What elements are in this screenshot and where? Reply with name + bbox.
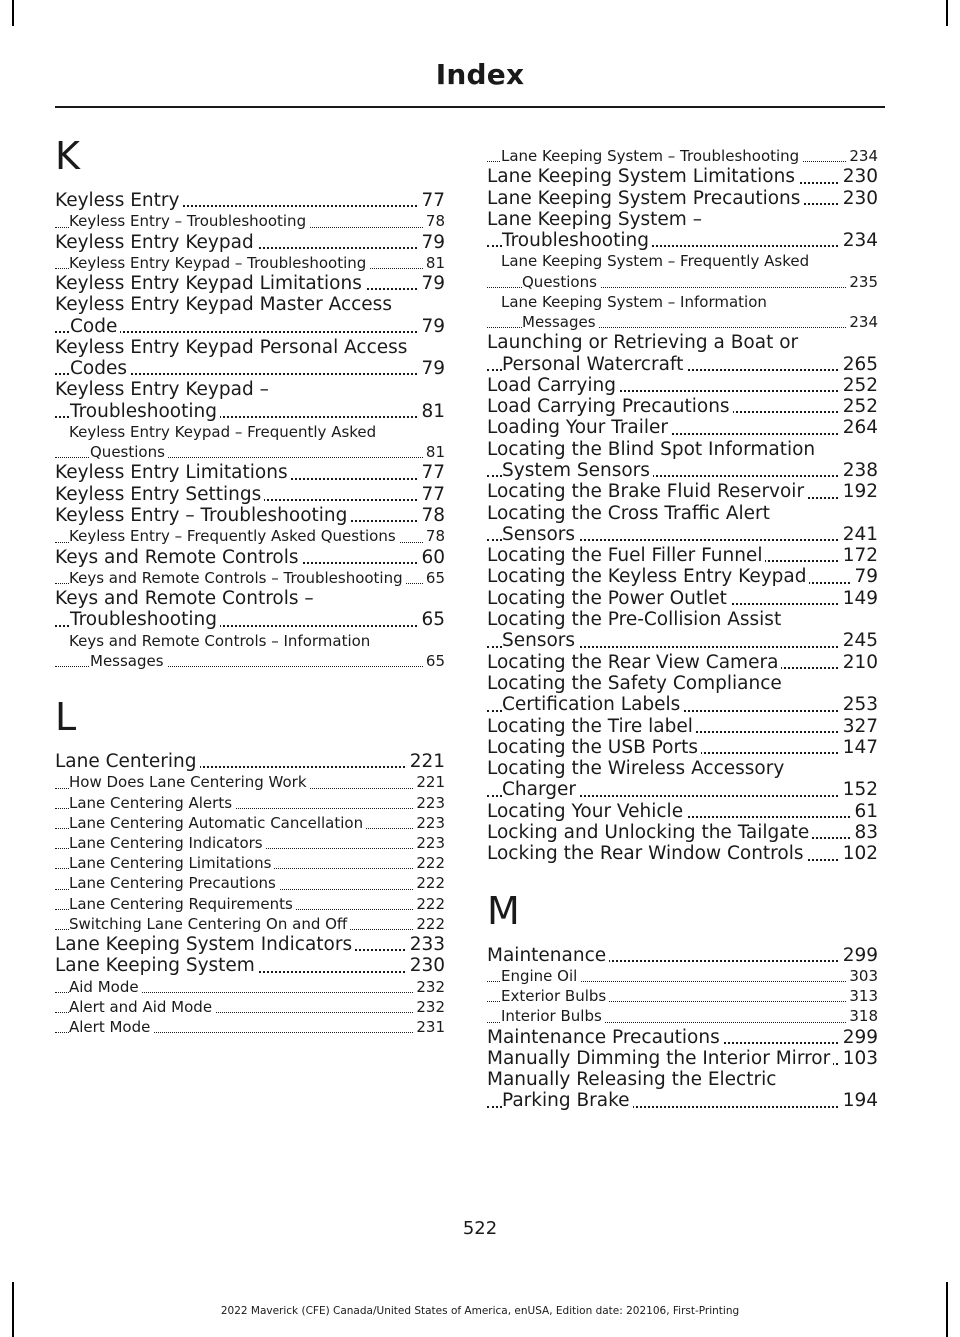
entry-page-number: 252 [840,375,878,396]
entry-text: Locating the Pre-Collision Assist Sensors [487,609,782,652]
index-entry[interactable] [55,547,445,568]
index-subentry[interactable] [55,793,445,813]
index-subentry[interactable] [55,813,445,833]
index-entry[interactable] [55,505,445,526]
index-entry[interactable] [487,801,878,822]
entry-page-number: 313 [846,986,878,1006]
index-subentry[interactable] [55,873,445,893]
index-entry[interactable] [487,758,878,801]
entry-page-number: 78 [423,211,445,231]
entry-page-number: 79 [418,273,445,294]
entry-text: Lane Keeping System [55,955,258,976]
index-entry[interactable] [487,503,878,546]
entry-page-number: 327 [840,716,878,737]
index-subentry[interactable] [487,966,878,986]
entry-page-number: 299 [840,1027,878,1048]
entry-text: Lane Keeping System Limitations [487,166,798,187]
index-letter-heading: K [55,134,80,178]
entry-page-number: 79 [851,566,878,587]
entry-page-number: 65 [423,568,445,588]
entry-page-number: 78 [418,505,445,526]
entry-page-number: 265 [840,354,878,375]
entry-text: Locating the Cross Traffic Alert Sensors [487,502,770,545]
index-entry[interactable] [55,190,445,211]
entry-page-number: 77 [418,484,445,505]
index-subentry[interactable] [55,211,445,231]
entry-text: Keyless Entry [55,190,182,211]
entry-text: Locking and Unlocking the Tailgate [487,822,812,843]
entry-text: Locating the Rear View Camera [487,652,781,673]
index-subentry[interactable] [55,526,445,546]
entry-text: Locating the Wireless Accessory Charger [487,758,785,801]
index-entry[interactable] [487,375,878,396]
entry-text: Keys and Remote Controls [55,547,302,568]
entry-text: Lane Centering Requirements [69,895,296,913]
index-column-right [487,112,878,1112]
entry-text: Keyless Entry Keypad Personal Access Codes [55,336,408,380]
entry-page-number: 81 [423,253,445,273]
entry-page-number: 65 [418,609,445,630]
entry-text: Keys and Remote Controls – Troubleshooting [69,569,406,587]
entry-page-number: 77 [418,462,445,483]
index-entry[interactable] [487,209,878,252]
entry-text: Lane Centering Indicators [69,834,266,852]
entry-text: Switching Lane Centering On and Off [69,915,350,933]
index-entry[interactable] [55,955,445,976]
entry-text: Keyless Entry Settings [55,484,264,505]
entry-page-number: 235 [846,272,878,292]
index-entry[interactable] [55,588,445,631]
index-subentry[interactable] [55,772,445,792]
entry-text: Keyless Entry Keypad – Troubleshooting [55,379,269,422]
entry-page-number: 232 [413,997,445,1017]
entry-text: Maintenance Precautions [487,1027,723,1048]
entry-text: Locating the Brake Fluid Reservoir [487,481,807,502]
index-entry[interactable] [487,481,878,502]
index-entry[interactable] [487,945,878,966]
index-subentry[interactable] [487,986,878,1006]
entry-page-number: 194 [840,1090,878,1111]
entry-text: Lane Centering Limitations [69,854,274,872]
entry-text: Locating the Power Outlet [487,588,730,609]
index-entry[interactable] [487,566,878,587]
index-letter-heading: L [55,695,77,740]
entry-page-number: 103 [840,1048,878,1069]
index-column-left [55,112,445,1037]
entry-page-number: 222 [413,914,445,934]
index-entry[interactable] [487,609,878,652]
entry-text: Keyless Entry Keypad Master Access Code [55,294,392,337]
entry-text: Locating Your Vehicle [487,801,686,822]
entry-text: Lane Centering Automatic Cancellation [69,814,366,832]
entry-page-number: 222 [413,873,445,893]
entry-page-number: 253 [840,694,878,715]
entry-page-number: 102 [840,843,878,864]
entry-page-number: 192 [840,481,878,502]
entry-page-number: 149 [840,588,878,609]
entry-page-number: 223 [413,813,445,833]
crop-mark-top-left [12,0,14,26]
index-entry[interactable] [487,545,878,566]
index-entry[interactable] [487,588,878,609]
entry-text: Lane Centering [55,751,200,772]
entry-page-number: 238 [840,460,878,481]
entry-text: Keyless Entry Keypad Limitations [55,273,365,294]
entry-text: Lane Keeping System – Troubleshooting [501,147,802,165]
index-entry[interactable] [55,232,445,253]
entry-text: Lane Centering Precautions [69,874,279,892]
index-subentry[interactable] [55,833,445,853]
index-subentry[interactable] [55,568,445,588]
index-entry[interactable] [487,673,878,716]
index-entry[interactable] [487,439,878,482]
entry-text: Alert Mode [69,1018,153,1036]
entry-page-number: 81 [418,401,445,422]
entry-page-number: 303 [846,966,878,986]
index-subentry[interactable] [487,292,878,332]
index-subentry[interactable] [55,253,445,273]
entry-text: Locating the Tire label [487,716,696,737]
entry-page-number: 234 [840,230,878,251]
index-entry[interactable] [55,379,445,422]
entry-page-number: 223 [413,833,445,853]
index-entry[interactable] [55,484,445,505]
entry-text: Locating the Keyless Entry Keypad [487,566,809,587]
index-entry[interactable] [55,934,445,955]
entry-page-number: 233 [407,934,445,955]
index-subentry[interactable] [55,853,445,873]
entry-text: Loading Your Trailer [487,417,671,438]
entry-page-number: 234 [846,146,878,166]
entry-page-number: 81 [423,442,445,462]
entry-page-number: 221 [407,751,445,772]
entry-text: Load Carrying [487,375,619,396]
entry-text: Keyless Entry – Troubleshooting [69,212,309,230]
entry-text: Locating the Blind Spot Information System Sensors [487,438,816,481]
index-entry[interactable] [487,822,878,843]
entry-text: Keyless Entry Keypad [55,232,257,253]
index-entry[interactable] [487,188,878,209]
entry-page-number: 318 [846,1006,878,1026]
entry-page-number: 241 [840,524,878,545]
entry-page-number: 222 [413,853,445,873]
index-subentry[interactable] [55,894,445,914]
entry-page-number: 232 [413,977,445,997]
entry-text: Maintenance [487,945,609,966]
index-entry[interactable] [55,462,445,483]
entry-page-number: 299 [840,945,878,966]
entry-page-number: 234 [846,312,878,332]
index-entry[interactable] [487,417,878,438]
entry-text: Lane Keeping System – Frequently Asked Questions [501,252,810,291]
entry-text: Lane Keeping System – Troubleshooting [487,208,702,252]
index-entry[interactable] [55,273,445,294]
page-title: Index [435,58,525,91]
header-divider [55,106,885,108]
index-entry[interactable] [487,652,878,673]
entry-text: Keyless Entry – Frequently Asked Questions [69,527,399,545]
entry-page-number: 264 [840,417,878,438]
entry-text: Locking the Rear Window Controls [487,843,806,864]
entry-text: Keys and Remote Controls – Troubleshooting [55,588,314,631]
entry-page-number: 79 [418,232,445,253]
entry-text: Locating the Fuel Filler Funnel [487,545,765,566]
entry-page-number: 60 [418,547,445,568]
entry-page-number: 65 [423,651,445,671]
entry-page-number: 245 [840,630,878,651]
entry-text: Lane Keeping System – Information Messages [501,292,767,331]
entry-page-number: 152 [840,779,878,800]
index-entry[interactable] [55,294,445,337]
entry-text: Keyless Entry Limitations [55,462,291,483]
entry-text: Lane Centering Alerts [69,794,235,812]
entry-text: Load Carrying Precautions [487,396,733,417]
entry-page-number: 222 [413,894,445,914]
index-subentry[interactable] [487,1006,878,1026]
index-entry[interactable] [487,1027,878,1048]
entry-page-number: 79 [418,316,445,337]
entry-text: Keyless Entry Keypad – Frequently Asked Questions [69,423,377,462]
entry-text: Manually Dimming the Interior Mirror [487,1048,833,1069]
index-subentry[interactable] [55,422,445,462]
entry-text: Exterior Bulbs [501,987,609,1005]
entry-page-number: 230 [840,166,878,187]
entry-text: Locating the Safety Compliance Certification Labels [487,672,782,716]
entry-text: Alert and Aid Mode [69,998,215,1016]
index-subentry[interactable] [487,251,878,291]
entry-page-number: 230 [840,188,878,209]
entry-text: Keys and Remote Controls – Information Messages [69,631,371,670]
entry-page-number: 78 [423,526,445,546]
entry-page-number: 172 [840,545,878,566]
index-subentry[interactable] [55,997,445,1017]
entry-text: How Does Lane Centering Work [69,773,310,791]
entry-page-number: 252 [840,396,878,417]
entry-text: Interior Bulbs [501,1007,605,1025]
index-letter-heading: M [487,888,520,933]
entry-text: Locating the USB Ports [487,737,701,758]
entry-page-number: 61 [851,801,878,822]
entry-page-number: 147 [840,737,878,758]
index-subentry[interactable] [55,977,445,997]
entry-page-number: 210 [840,652,878,673]
entry-page-number: 79 [418,358,445,379]
entry-page-number: 221 [413,772,445,792]
index-entry[interactable] [487,166,878,187]
entry-text: Keyless Entry Keypad – Troubleshooting [69,254,369,272]
crop-mark-top-right [946,0,948,26]
entry-text: Launching or Retrieving a Boat or Personal Watercraft [487,332,799,375]
entry-text: Lane Keeping System Indicators [55,934,355,955]
index-entry[interactable] [487,716,878,737]
entry-text: Keyless Entry – Troubleshooting [55,505,350,526]
entry-page-number: 230 [407,955,445,976]
index-entry[interactable] [487,396,878,417]
index-entry[interactable] [487,737,878,758]
entry-page-number: 223 [413,793,445,813]
entry-text: Engine Oil [501,967,580,985]
index-entry[interactable] [487,332,878,375]
page-number: 522 [462,1218,498,1239]
entry-page-number: 231 [413,1017,445,1037]
index-subentry[interactable] [55,914,445,934]
entry-page-number: 83 [851,822,878,843]
edition-footer: 2022 Maverick (CFE) Canada/United States of America, enUSA, Edition date: 202106, First-Printing [220,1305,740,1317]
index-subentry[interactable] [487,146,878,166]
index-entry[interactable] [55,337,445,380]
index-entry[interactable] [487,1048,878,1069]
entry-text: Manually Releasing the Electric Parking Brake [487,1069,777,1112]
index-entry[interactable] [487,843,878,864]
index-subentry[interactable] [55,1017,445,1037]
index-entry[interactable] [55,751,445,772]
entry-text: Lane Keeping System Precautions [487,188,803,209]
index-subentry[interactable] [55,631,445,671]
index-entry[interactable] [487,1069,878,1112]
entry-page-number: 77 [418,190,445,211]
entry-text: Aid Mode [69,978,142,996]
